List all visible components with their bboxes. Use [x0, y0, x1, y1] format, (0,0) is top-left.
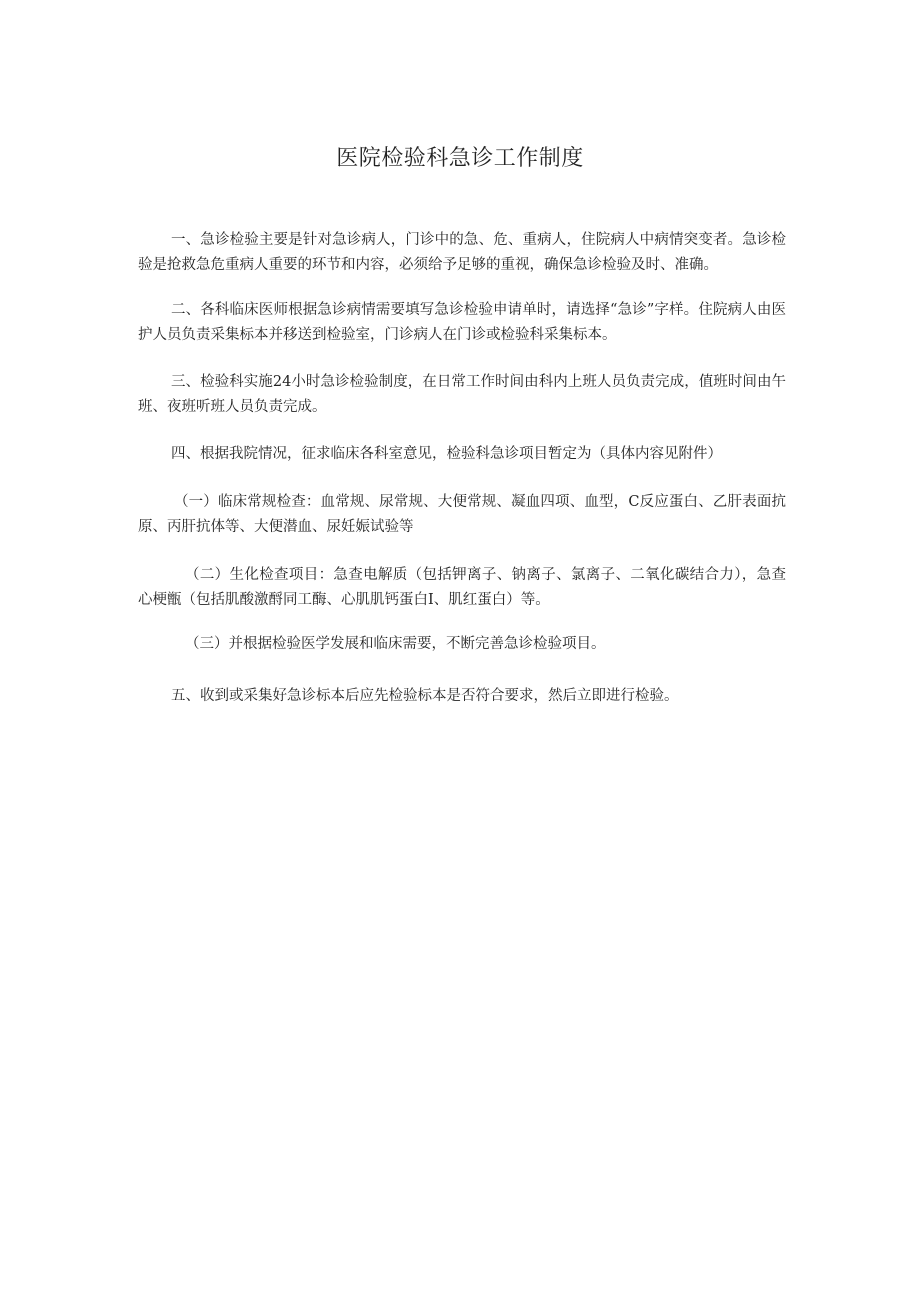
paragraph-routine-tests: （一）临床常规检查：血常规、尿常规、大便常规、凝血四项、血型，C反应蛋白、乙肝表面抗原、丙肝抗体等、大便潜血、尿妊娠试验等	[138, 494, 786, 535]
paragraph-24-hour-system: 三、检验科实施24小时急诊检验制度，在日常工作时间由科内上班人员负责完成，值班时间由午班、夜班听班人员负责完成。	[138, 374, 786, 415]
paragraph-emergency-scope: 一、急诊检验主要是针对急诊病人，门诊中的急、危、重病人，住院病人中病情突变者。急诊检验是抢救急危重病人重要的环节和内容，必须给予足够的重视，确保急诊检验及时、准确。	[138, 232, 786, 273]
paragraph-emergency-items: 四、根据我院情况，征求临床各科室意见，检验科急诊项目暂定为（具体内容见附件）	[171, 446, 722, 462]
paragraph-specimen-check: 五、收到或采集好急诊标本后应先检验标本是否符合要求，然后立即进行检验。	[171, 688, 679, 704]
paragraph-improve-items: （三）并根据检验医学发展和临床需要，不断完善急诊检验项目。	[185, 636, 606, 652]
paragraph-request-form: 二、各科临床医师根据急诊病情需要填写急诊检验申请单时，请选择“急诊”字样。住院病人由医护人员负责采集标本并移送到检验室，门诊病人在门诊或检验科采集标本。	[138, 302, 786, 343]
paragraph-biochemistry-tests: （二）生化检查项目：急查电解质（包括钾离子、钠离子、氯离子、二氧化碳结合力），急查心梗甑（包括肌酸激酹同工酶、心肌肌钙蛋白I、肌红蛋白）等。	[138, 567, 786, 608]
document-title: 医院检验科急诊工作制度	[336, 146, 584, 171]
